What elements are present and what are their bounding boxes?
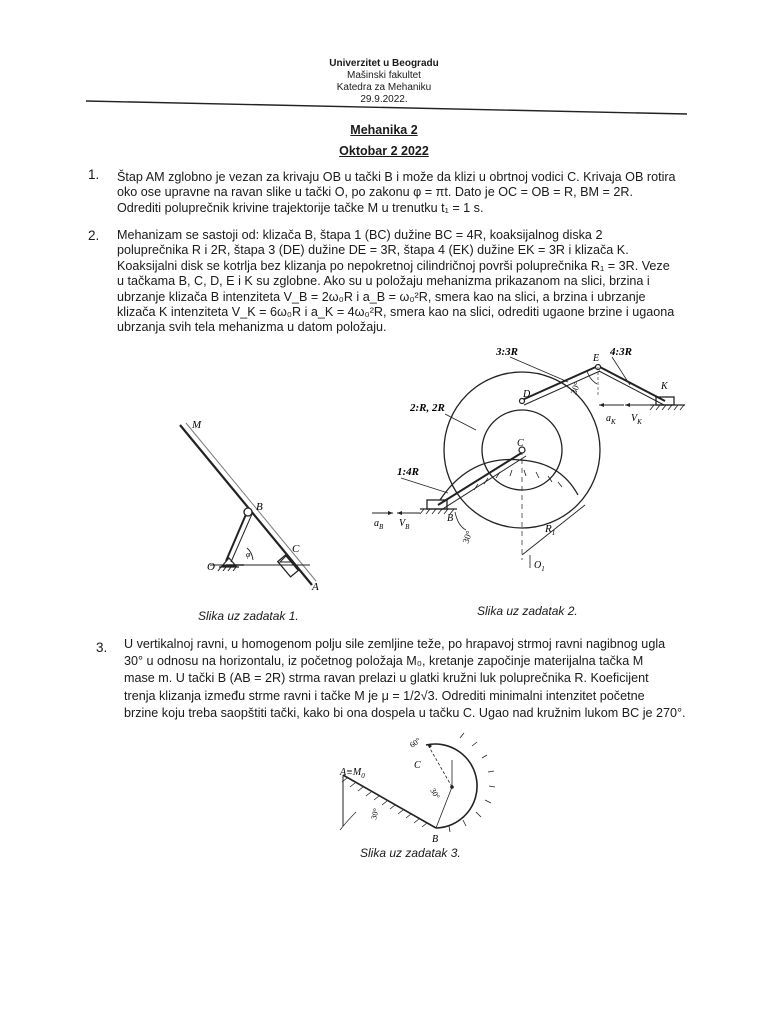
course-title: Mehanika 2	[350, 123, 418, 137]
problem-line: ubrzanje klizača B intenziteta V_B = 2ω₀R i a_B = ω₀²R, smera kao na slici, a brzina i ubrzanje	[117, 289, 646, 304]
fig2-label-vb: $V_B$	[399, 518, 410, 531]
fig1-label-phi: φ	[246, 550, 251, 559]
fig2-label-vk: $V_K$	[631, 413, 642, 426]
fig1-label-o: O	[207, 561, 215, 573]
exam-date: 29.9.2022.	[360, 94, 408, 105]
fig2-label-r1: $R_1$	[545, 523, 556, 537]
problem-3-number: 3.	[96, 640, 108, 655]
fig2-label-ab: $a_B$	[374, 518, 384, 531]
problem-line: oko ose upravne na ravan slike u tački O, po zakonu φ = πt. Dato je OC = OB = R, BM = 2R.	[117, 185, 633, 200]
fig3-label-b: B	[432, 834, 439, 845]
problem-line: Mehanizam se sastoji od: klizača B, štapa 1 (BC) dužine BC = 4R, koaksijalnog diska 2	[117, 228, 603, 242]
fig2-label-k: K	[661, 381, 668, 392]
problem-line: Koaksijalni disk se kotrlja bez klizanja po nepokretnoj cilindričnoj površi poluprečnika R₁ = 3R. Veze	[117, 258, 670, 273]
fig2-label-o1: $O_1$	[534, 560, 545, 573]
problem-line: u tačkama B, C, D, E i K su zglobne. Ako su u položaju mehanizma prikazanom na slici, brzina i	[117, 274, 650, 289]
fig1-label-m: M	[192, 419, 202, 431]
fig2-angle-e: 30°	[568, 380, 583, 396]
figure-3-caption: Slika uz zadatak 3.	[360, 846, 461, 860]
fig3-label-c: C	[414, 760, 421, 771]
problem-line: 30° u odnosu na horizontalu, iz početnog položaja M₀, kretanje započinje materijalna tačka M	[124, 654, 644, 669]
fig3-angle-30-incline: 30°	[369, 807, 381, 821]
problem-line: poluprečnika R i 2R, štapa 3 (DE) dužine DE = 3R, štapa 4 (EK) dužine EK = 3R i klizača K.	[117, 243, 629, 258]
fig3-angle-30: 30°	[428, 786, 442, 801]
problem-line: Odrediti poluprečnik krivine trajektorije tačke M u trenutku t₁ = 1 s.	[117, 200, 484, 215]
fig2-label-e: E	[593, 353, 600, 364]
fig2-label-b: B	[447, 513, 454, 524]
problem-line: U vertikalnoj ravni, u homogenom polju sile zemljine teže, po hrapavoj strmoj ravni nagibnog ugla	[124, 637, 666, 651]
faculty-name: Mašinski fakultet	[347, 70, 421, 81]
problem-line: Štap AM zglobno je vezan za krivaju OB u tački B i može da klizi u obrtnoj vodici C. Krivaja OB rotira	[117, 170, 676, 184]
fig2-label-d: D	[523, 389, 531, 400]
university-name: Univerzitet u Beogradu	[329, 58, 439, 69]
figure-1-caption: Slika uz zadatak 1.	[198, 609, 299, 623]
fig2-label-ak: $a_K$	[606, 413, 616, 426]
fig1-label-b: B	[256, 501, 263, 513]
problem-line: mase m. U tački B (AB = 2R) strma ravan prelazi u glatki kružni luk poluprečnika R. Koeficijent	[124, 671, 649, 686]
fig2-label-rod3: 3:3R	[496, 346, 518, 358]
fig2-label-disk: 2:R, 2R	[410, 402, 445, 414]
fig3-angle-60: 60°	[407, 735, 423, 750]
fig2-angle-b: 30°	[460, 529, 475, 545]
problem-line: klizača K intenziteta V_K = 6ω₀R i a_K = 4ω₀²R, smera kao na slici, odrediti ugaone brzine i ugaona	[117, 305, 675, 320]
fig2-label-rod4: 4:3R	[610, 346, 632, 358]
problem-line: brzine koju treba saopštiti tački, kako bi ona dospela u tačku C. Ugao nad kružnim lukom BC je 270°.	[124, 705, 686, 720]
problem-1-number: 1.	[88, 167, 100, 182]
fig1-label-c: C	[292, 543, 300, 555]
problem-2-number: 2.	[88, 228, 100, 243]
fig2-label-c: C	[517, 438, 524, 449]
problem-line: ubrzanja svih tela mehanizma u datom položaju.	[117, 320, 387, 335]
fig3-label-am0: $A\equiv M_0$	[340, 767, 365, 780]
fig1-label-a: A	[312, 581, 319, 593]
fig2-label-rod1: 1:4R	[397, 466, 419, 478]
problem-line: trenja klizanja između strme ravni i tačke M je μ = 1/2√3. Odrediti minimalni intenzitet početne	[124, 688, 645, 703]
department-name: Katedra za Mehaniku	[336, 82, 432, 93]
exam-term-title: Oktobar 2 2022	[339, 144, 429, 158]
figure-2-caption: Slika uz zadatak 2.	[477, 604, 578, 618]
